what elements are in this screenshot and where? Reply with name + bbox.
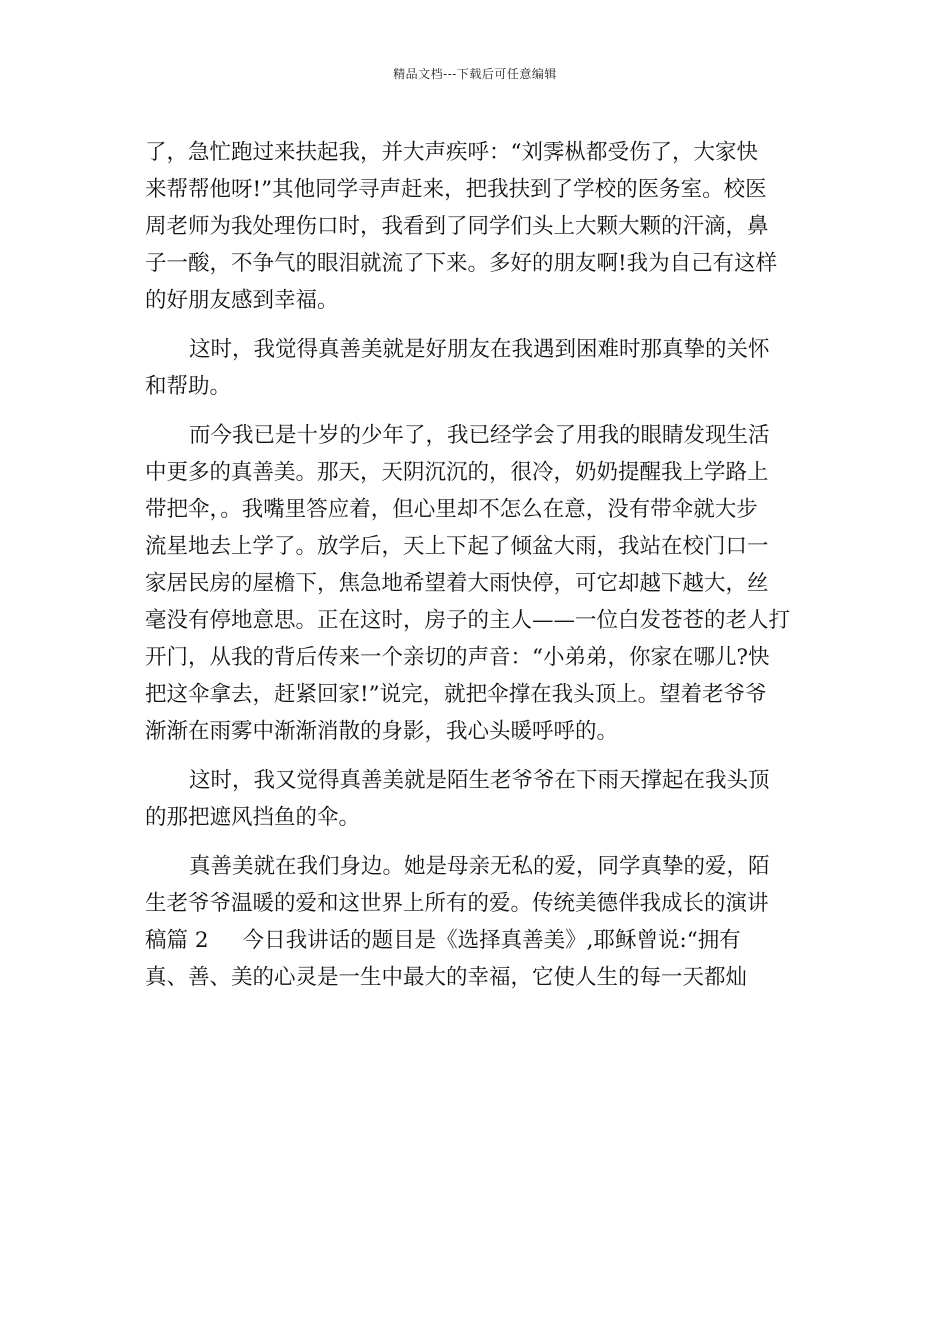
text-line: 渐渐在雨雾中渐渐消散的身影，我心头暖呼呼的。	[145, 719, 619, 744]
text-line: 子一酸，不争气的眼泪就流了下来。多好的朋友啊!我为自己有这样	[145, 251, 778, 276]
text-line: 毫没有停地意思。正在这时，房子的主人——一位白发苍苍的老人打	[145, 608, 791, 633]
text-line: 稿篇 2 今日我讲话的题目是《选择真善美》,耶稣曾说:“拥有	[145, 928, 741, 953]
text-line: 和帮助。	[145, 374, 232, 399]
text-line: 这时，我又觉得真善美就是陌生老爷爷在下雨天撑起在我头顶	[189, 768, 770, 793]
paragraph	[145, 848, 811, 996]
text-line: 生老爷爷温暖的爱和这世界上所有的爱。传统美德伴我成长的演讲	[145, 891, 769, 916]
text-line: 来帮帮他呀!”其他同学寻声赶来，把我扶到了学校的医务室。校医	[145, 177, 767, 202]
text-line: 家居民房的屋檐下，焦急地希望着大雨快停，可它却越下越大，丝	[145, 571, 769, 596]
paragraph	[145, 134, 811, 319]
text-line: 真善美就在我们身边。她是母亲无私的爱，同学真挚的爱，陌	[189, 854, 770, 879]
text-line: 而今我已是十岁的少年了，我已经学会了用我的眼睛发现生活	[189, 423, 770, 448]
text-line: 中更多的真善美。那天，天阴沉沉的，很冷，奶奶提醒我上学路上	[145, 460, 769, 485]
text-line: 流星地去上学了。放学后，天上下起了倾盆大雨，我站在校门口一	[145, 534, 769, 559]
text-line: 周老师为我处理伤口时，我看到了同学们头上大颗大颗的汗滴，鼻	[145, 214, 769, 239]
text-line: 真、善、美的心灵是一生中最大的幸福，它使人生的每一天都灿	[145, 965, 748, 990]
text-line: 了，急忙跑过来扶起我，并大声疾呼：“刘霁枞都受伤了，大家快	[145, 140, 758, 165]
paragraph	[145, 762, 811, 836]
text-line: 带把伞，。我嘴里答应着，但心里却不怎么在意，没有带伞就大步	[145, 497, 758, 522]
text-line: 的好朋友感到幸福。	[145, 288, 339, 313]
page-header: 精品文档---下载后可任意编辑	[393, 67, 557, 81]
paragraph	[145, 417, 811, 750]
text-line: 把这伞拿去，赶紧回家!”说完，就把伞撑在我头顶上。望着老爷爷	[145, 682, 767, 707]
text-line: 开门，从我的背后传来一个亲切的声音：“小弟弟，你家在哪儿?快	[145, 645, 770, 670]
document-body	[145, 134, 811, 996]
paragraph	[145, 331, 811, 405]
text-line: 的那把遮风挡鱼的伞。	[145, 805, 361, 830]
text-line: 这时，我觉得真善美就是好朋友在我遇到困难时那真挚的关怀	[189, 337, 770, 362]
